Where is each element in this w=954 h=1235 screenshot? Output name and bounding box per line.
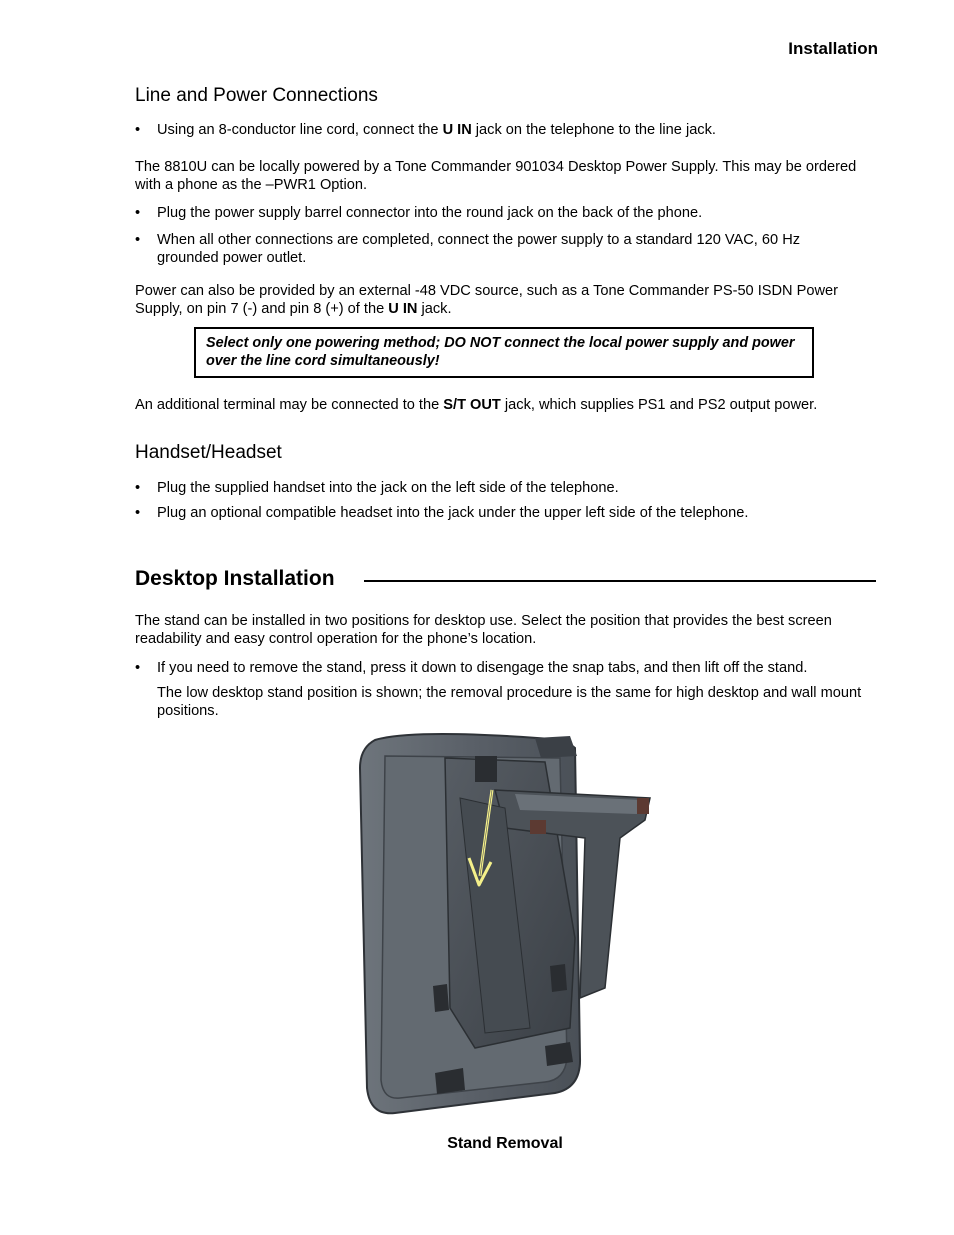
paragraph-st-out: An additional terminal may be connected to the S/T OUT jack, which supplies PS1 and PS2 output power. (135, 397, 818, 413)
paragraph-local-power: The 8810U can be locally powered by a Tone Commander 901034 Desktop Power Supply. This may be ordered with a phone as the –PWR1 Option. (135, 159, 857, 193)
bullet-glyph: • (135, 232, 141, 248)
paragraph-external-power: Power can also be provided by an external -48 VDC source, such as a Tone Commander PS-50 ISDN Power Supply, on pin 7 (-) and pin 8 (+) of the U IN jack. (135, 283, 839, 317)
section-heading-line-power: Line and Power Connections (135, 85, 378, 106)
bullet-glyph: • (135, 505, 141, 521)
bullet-glyph: • (135, 660, 141, 676)
bullet-glyph: • (135, 205, 141, 221)
heading-rule (364, 580, 876, 582)
bullet-glyph: • (135, 480, 141, 496)
bullet-glyph: • (135, 122, 141, 138)
section-heading-handset: Handset/Headset (135, 442, 282, 463)
paragraph-stand-positions: The stand can be installed in two positions for desktop use. Select the position that provides the best screen readability and easy control operation for the phone’s location. (135, 613, 832, 647)
bullet-handset: Plug the supplied handset into the jack on the left side of the telephone. (157, 480, 619, 496)
bullet-note-low-position: The low desktop stand position is shown; the removal procedure is the same for high desktop and wall mount positions. (157, 685, 862, 719)
bullet-barrel-connector: Plug the power supply barrel connector into the round jack on the back of the phone. (157, 205, 703, 221)
warning-box: Select only one powering method; DO NOT connect the local power supply and power over the line cord simultaneously! (194, 327, 814, 378)
bullet-line-cord: Using an 8-conductor line cord, connect the U IN jack on the telephone to the line jack. (157, 122, 716, 138)
stand-removal-figure (355, 728, 660, 1118)
phone-back-illustration (355, 728, 660, 1118)
section-heading-desktop: Desktop Installation (135, 567, 335, 590)
bullet-remove-stand: If you need to remove the stand, press it down to disengage the snap tabs, and then lift off the stand. (157, 660, 808, 676)
bullet-headset: Plug an optional compatible headset into the jack under the upper left side of the telephone. (157, 505, 749, 521)
running-head: Installation (788, 39, 878, 58)
figure-caption: Stand Removal (447, 1135, 563, 1152)
bullet-power-outlet: When all other connections are completed, connect the power supply to a standard 120 VAC, 60 Hz grounded power outlet. (157, 232, 801, 266)
